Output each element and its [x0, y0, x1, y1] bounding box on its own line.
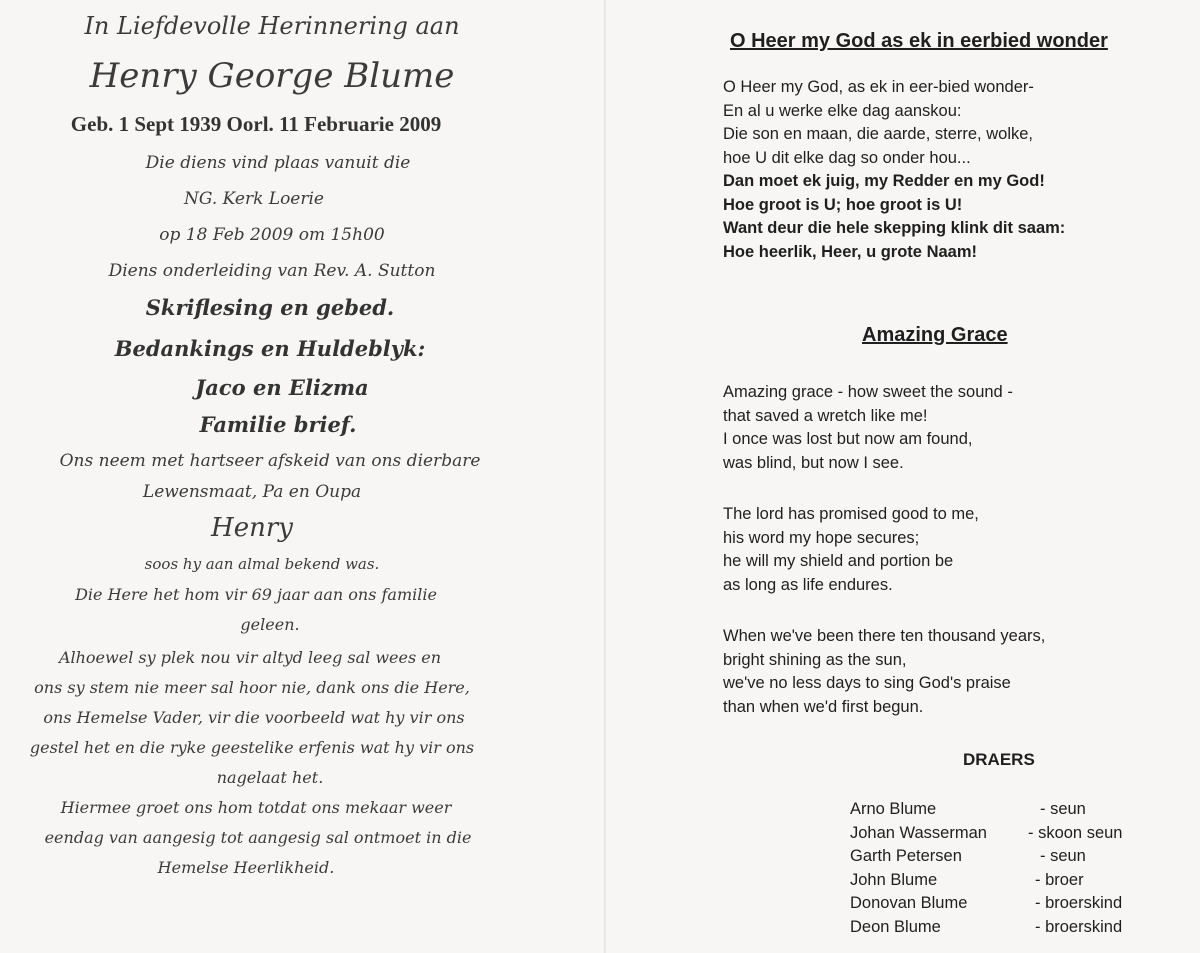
page-fold — [604, 0, 606, 953]
bearer-name: Johan Wasserman — [850, 823, 987, 842]
deceased-name: Henry George Blume — [89, 56, 455, 96]
verse-line: hoe U dit elke dag so onder hou... — [723, 148, 971, 167]
verse-line: he will my shield and portion be — [723, 552, 954, 570]
body-line: ons sy stem nie meer sal hoor nie, dank ons die Here, — [34, 678, 470, 697]
hymn-title: O Heer my God as ek in eerbied wonder — [730, 30, 1108, 52]
hymn-verse — [723, 381, 1013, 475]
verse-line: than when we'd first begun. — [723, 697, 924, 716]
body-line: soos hy aan almal bekend was. — [144, 555, 380, 573]
chorus-line: Hoe groot is U; hoe groot is U! — [723, 195, 963, 214]
bearer-name: John Blume — [850, 870, 938, 889]
bearer-name: Garth Petersen — [850, 847, 962, 865]
service-line: Diens onderleiding van Rev. A. Sutton — [108, 261, 436, 281]
body-line: eendag van aangesig tot aangesig sal ontmoet in die — [44, 828, 472, 847]
program-item: Skriflesing en gebed. — [145, 295, 395, 320]
verse-line: The lord has promised good to me, — [723, 505, 979, 523]
service-line: op 18 Feb 2009 om 15h00 — [159, 225, 385, 245]
verse-line: I once was lost but now am found, — [723, 430, 973, 448]
chorus-line: Hoe heerlik, Heer, u grote Naam! — [723, 242, 978, 261]
body-line: Die Here het hom vir 69 jaar aan ons familie — [75, 585, 437, 604]
bearer-name: Arno Blume — [850, 800, 937, 818]
verse-line: we've no less days to sing God's praise — [723, 674, 1011, 692]
farewell-line: Lewensmaat, Pa en Oupa — [142, 482, 362, 502]
program-item: Familie brief. — [199, 412, 357, 437]
bearer-relation: - skoon seun — [1028, 823, 1123, 842]
bearer-relation: - broerskind — [1035, 917, 1123, 936]
bearer-name: Donovan Blume — [850, 894, 968, 912]
verse-line: En al u werke elke dag aanskou: — [723, 101, 962, 120]
service-line: NG. Kerk Loerie — [183, 189, 325, 209]
chorus-line: Want deur die hele skepping klink dit saam: — [723, 219, 1066, 237]
body-line: nagelaat het. — [216, 768, 324, 787]
verse-line: bright shining as the sun, — [723, 650, 907, 669]
body-line: ons Hemelse Vader, vir die voorbeeld wat hy vir ons — [43, 708, 465, 727]
verse-line: his word my hope secures; — [723, 528, 920, 547]
chorus-line: Dan moet ek juig, my Redder en my God! — [723, 172, 1045, 190]
farewell-line: Ons neem met hartseer afskeid van ons dierbare — [59, 451, 481, 471]
body-line: gestel het en die ryke geestelike erfenis wat hy vir ons — [29, 738, 475, 757]
program-item: Jaco en Elizma — [195, 375, 369, 400]
hymn-title: Amazing Grace — [862, 324, 1008, 346]
hymn-verse — [723, 503, 979, 597]
verse-line: was blind, but now I see. — [723, 453, 904, 472]
memorial-page — [0, 0, 560, 953]
first-name: Henry — [211, 513, 293, 543]
bearer-relation: - seun — [1040, 800, 1086, 818]
verse-line: Die son en maan, die aarde, sterre, wolke, — [723, 125, 1033, 143]
verse-line: Amazing grace - how sweet the sound - — [723, 383, 1013, 401]
bearer-name: Deon Blume — [850, 917, 941, 936]
hymns-page — [640, 0, 1200, 953]
verse-line: that saved a wretch like me! — [723, 406, 928, 425]
bearer-relation: - broer — [1035, 870, 1084, 889]
bearer-relation: - seun — [1040, 847, 1086, 865]
hymn-verse — [723, 625, 1045, 719]
birth-death-dates: Geb. 1 Sept 1939 Oorl. 11 Februarie 2009 — [70, 112, 442, 136]
memorial-heading: In Liefdevolle Herinnering aan — [84, 12, 460, 40]
body-line: Hiermee groet ons hom totdat ons mekaar weer — [60, 798, 452, 817]
verse-line: O Heer my God, as ek in eer-bied wonder- — [723, 78, 1034, 96]
bearers-title: DRAERS — [963, 750, 1035, 769]
body-line: geleen. — [240, 615, 300, 634]
body-line: Alhoewel sy plek nou vir altyd leeg sal wees en — [58, 648, 442, 667]
body-line: Hemelse Heerlikheid. — [157, 858, 335, 877]
verse-line: When we've been there ten thousand years, — [723, 627, 1046, 645]
verse-line: as long as life endures. — [723, 575, 893, 594]
service-line: Die diens vind plaas vanuit die — [145, 153, 411, 173]
bearer-relation: - broerskind — [1035, 894, 1123, 912]
hymn-verse — [723, 76, 1065, 264]
program-item: Bedankings en Huldeblyk: — [114, 336, 426, 361]
